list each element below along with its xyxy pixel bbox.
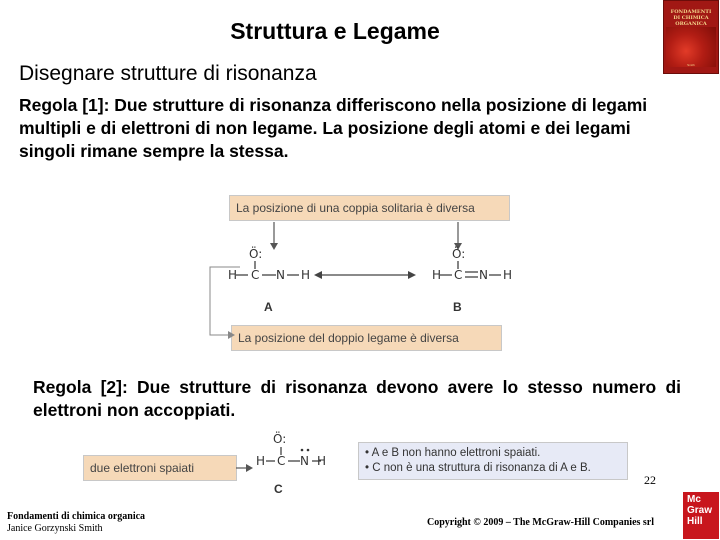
c-oxygen: Ö: <box>273 432 287 446</box>
slide-subtitle: Disegnare strutture di risonanza <box>19 62 317 85</box>
double-bond-banner: La posizione del doppio legame è diversa <box>231 325 502 351</box>
c-hydrogen-2: H <box>317 454 327 468</box>
b-oxygen: Ö: <box>452 247 466 261</box>
c-hydrogen-1: H <box>256 454 266 468</box>
resonance-arrowhead-right <box>408 271 416 279</box>
note-bullet-2: • C non è una struttura di risonanza di A e B. <box>365 462 591 474</box>
label-b: B <box>453 300 462 314</box>
arrowhead-c <box>246 464 253 472</box>
c-carbon: C <box>277 454 286 468</box>
resonance-note-box <box>358 442 628 480</box>
book-cover-title: FONDAMENTI DI CHIMICA ORGANICA <box>670 9 712 27</box>
arrowhead-a <box>270 243 278 250</box>
bracket-arrowhead <box>228 331 235 339</box>
resonance-arrowhead-left <box>314 271 322 279</box>
b-hydrogen-1: H <box>432 268 442 282</box>
publisher-logo: Mc Graw Hill <box>683 492 719 539</box>
rule-1-text: Regola [1]: Due strutture di risonanza differiscono nella posizione di legami multipli e di elettroni di non legame. La posizione degli atomi e dei legami singoli rimane sempre la stessa. <box>19 95 648 161</box>
a-hydrogen-2: H <box>301 268 311 282</box>
unpaired-electron-1 <box>301 449 304 452</box>
copyright-notice: Copyright © 2009 – The McGraw-Hill Companies srl <box>427 517 655 528</box>
b-carbon: C <box>454 268 463 282</box>
book-cover-image <box>663 0 719 74</box>
footer-author: Janice Gorzynski Smith <box>7 523 103 534</box>
a-carbon: C <box>251 268 260 282</box>
c-nitrogen: N <box>300 454 309 468</box>
book-cover-author: Smith <box>687 63 695 67</box>
b-hydrogen-2: H <box>503 268 513 282</box>
page-number: 22 <box>644 473 656 487</box>
unpaired-electron-2 <box>307 449 310 452</box>
a-oxygen: Ö: <box>249 247 263 261</box>
label-a: A <box>264 300 273 314</box>
note-bullet-1: • A e B non hanno elettroni spaiati. <box>365 447 541 459</box>
book-cover-flower <box>666 27 716 67</box>
a-hydrogen-1: H <box>228 268 238 282</box>
rule-2-text: Regola [2]: Due strutture di risonanza devono avere lo stesso numero di elettroni non accoppiati. <box>33 377 681 420</box>
a-nitrogen: N <box>276 268 285 282</box>
lone-pair-banner: La posizione di una coppia solitaria è diversa <box>229 195 510 221</box>
slide-title: Struttura e Legame <box>230 18 440 44</box>
footer-book-title: Fondamenti di chimica organica <box>7 511 146 522</box>
unpaired-electrons-banner: due elettroni spaiati <box>83 455 237 481</box>
b-nitrogen: N <box>479 268 488 282</box>
label-c: C <box>274 482 283 496</box>
